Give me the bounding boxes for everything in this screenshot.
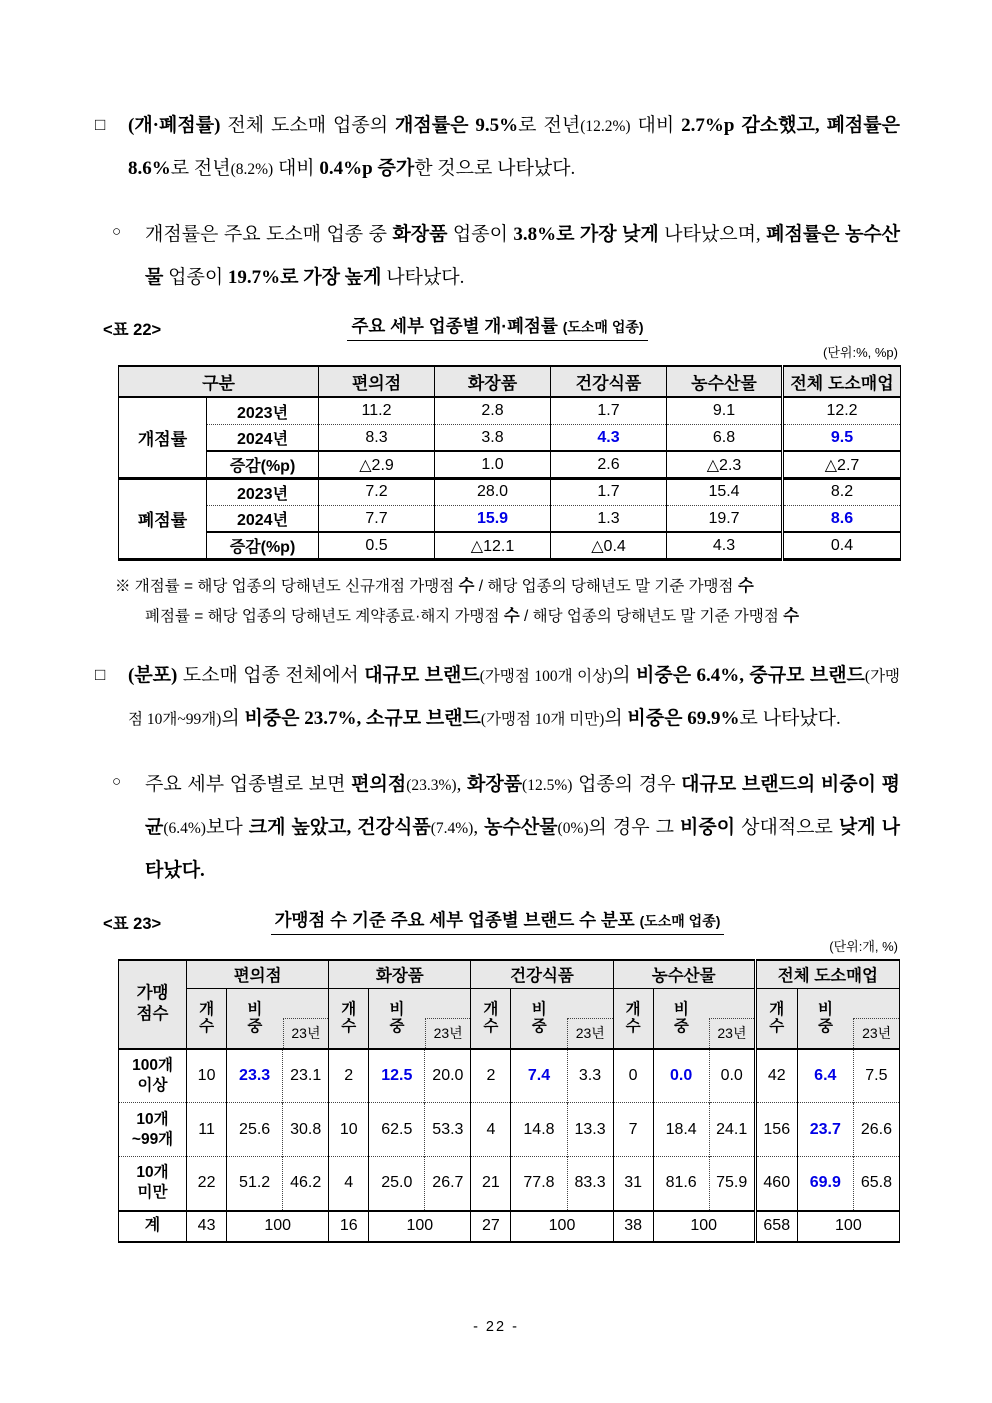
paragraph-text: 주요 세부 업종별로 보면 편의점(23.3%), 화장품(12.5%) 업종의 경우 대규모 브랜드의 비중이 평균(6.4%)보다 크게 높았고, 건강식품(7.4%), 농수산물(0%)의 경우 그 비중이 상대적으로 낮게 나타났다. <box>145 773 901 882</box>
table-header-row <box>119 989 900 1049</box>
table-row <box>119 532 901 559</box>
table-cell: 4 <box>329 1157 369 1211</box>
row-group-label: 폐점률 <box>119 478 207 559</box>
table-cell: 2.6 <box>551 451 667 478</box>
table-cell: 46.2 <box>283 1157 329 1211</box>
column-subheader <box>567 989 613 1049</box>
table23-title-note: (도소매 업종) <box>639 912 721 929</box>
table-cell: 14.8 <box>511 1103 567 1157</box>
table-cell: 2.8 <box>435 397 551 424</box>
table-cell: 3.3 <box>567 1049 613 1103</box>
column-subheader: 비 중 <box>653 989 709 1049</box>
table-cell: 7.2 <box>319 478 435 505</box>
table-cell: 20.0 <box>425 1049 471 1103</box>
table-cell: 23.3 <box>227 1049 283 1103</box>
paragraph-text: (분포) 도소매 업종 전체에서 대규모 브랜드(가맹점 100개 이상)의 비중은 6.4%, 중규모 브랜드(가맹점 10개~99개)의 비중은 23.7%, 소규모 브랜드(가맹점 10개 미만)의 비중은 69.9%로 나타났다. <box>128 665 901 730</box>
column-group-header: 전체 도소매업 <box>755 960 899 989</box>
table-cell: 0.5 <box>319 532 435 559</box>
table-cell: 10 <box>329 1103 369 1157</box>
table-cell: 658 <box>755 1211 797 1242</box>
column-subheader: 개 수 <box>471 989 511 1049</box>
table-cell: △2.7 <box>783 451 901 478</box>
table22-block <box>118 365 900 561</box>
table-cell: 75.9 <box>709 1157 755 1211</box>
table-cell: 26.6 <box>853 1103 899 1157</box>
table-cell: 100 <box>511 1211 613 1242</box>
table22-unit: (단위:%, %p) <box>823 345 898 361</box>
page-number: - 22 - <box>473 1319 519 1335</box>
table-cell: 1.3 <box>551 505 667 532</box>
table-cell: 16 <box>329 1211 369 1242</box>
table22-title-note: (도소매 업종) <box>562 319 644 336</box>
table-cell: 11.2 <box>319 397 435 424</box>
column-subheader <box>853 989 899 1049</box>
column-subheader: 개 수 <box>329 989 369 1049</box>
table-row <box>119 1103 900 1157</box>
table-cell: 100 <box>369 1211 471 1242</box>
table-cell: 2 <box>471 1049 511 1103</box>
table-row <box>119 1157 900 1211</box>
prev-year-box: 23년 <box>709 1018 754 1048</box>
table-cell: 15.4 <box>667 478 783 505</box>
table-cell: 21 <box>471 1157 511 1211</box>
row-label: 10개 ~99개 <box>119 1103 187 1157</box>
table-cell: 15.9 <box>435 505 551 532</box>
table-cell: 30.8 <box>283 1103 329 1157</box>
column-subheader: 비 중 <box>369 989 425 1049</box>
table-cell: 65.8 <box>853 1157 899 1211</box>
table-row <box>119 397 901 424</box>
table-cell: △12.1 <box>435 532 551 559</box>
table-cell: 8.6 <box>783 505 901 532</box>
table-cell: 53.3 <box>425 1103 471 1157</box>
row-label: 2023년 <box>207 397 319 424</box>
table-cell: 25.6 <box>227 1103 283 1157</box>
table-cell: 19.7 <box>667 505 783 532</box>
row-label: 2024년 <box>207 505 319 532</box>
table23-unit: (단위:개, %) <box>829 938 898 954</box>
table-cell: 7.5 <box>853 1049 899 1103</box>
table23-title <box>271 907 725 935</box>
table-cell: 62.5 <box>369 1103 425 1157</box>
corner-line: 점수 <box>136 1005 169 1024</box>
table-brand-distribution <box>118 959 900 1243</box>
footnote-line: 폐점률 = 해당 업종의 당해년도 계약종료·해지 가맹점 수 / 해당 업종의 당해년도 말 기준 가맹점 수 <box>145 607 800 626</box>
column-subheader: 개 수 <box>755 989 797 1049</box>
table-cell: △2.9 <box>319 451 435 478</box>
table-cell: 4.3 <box>551 424 667 451</box>
table-cell: 4.3 <box>667 532 783 559</box>
table-row <box>119 1049 900 1103</box>
table-cell: 1.7 <box>551 478 667 505</box>
table-cell: 6.4 <box>797 1049 853 1103</box>
table-cell: 8.2 <box>783 478 901 505</box>
table-cell: 43 <box>187 1211 227 1242</box>
square-bullet-icon: □ <box>95 665 106 685</box>
table-cell: 1.7 <box>551 397 667 424</box>
table-row <box>119 424 901 451</box>
column-group-header: 건강식품 <box>471 960 613 989</box>
table22-title-text: 주요 세부 업종별 개·폐점률 <box>351 316 558 337</box>
column-header: 편의점 <box>319 366 435 397</box>
table-cell: 51.2 <box>227 1157 283 1211</box>
table-cell: 23.1 <box>283 1049 329 1103</box>
table-cell: 7.4 <box>511 1049 567 1103</box>
table-cell: 26.7 <box>425 1157 471 1211</box>
table-cell: 100 <box>227 1211 329 1242</box>
table-cell: 100 <box>797 1211 899 1242</box>
table-cell: 6.8 <box>667 424 783 451</box>
column-subheader: 비 중 <box>797 989 853 1049</box>
table-cell: 42 <box>755 1049 797 1103</box>
table-cell: 69.9 <box>797 1157 853 1211</box>
paragraph-rate-highlights <box>95 213 900 300</box>
row-label: 계 <box>119 1211 187 1242</box>
table22-footnote <box>95 571 900 632</box>
table-row <box>119 451 901 478</box>
table-cell: 22 <box>187 1157 227 1211</box>
table-header-row <box>119 960 900 989</box>
table23-heading <box>95 907 900 935</box>
table-cell: 11 <box>187 1103 227 1157</box>
table-row <box>119 505 901 532</box>
footnote-line: ※ 개점률 = 해당 업종의 당해년도 신규개점 가맹점 수 / 해당 업종의 당해년도 말 기준 가맹점 수 <box>115 576 754 595</box>
table-cell: 156 <box>755 1103 797 1157</box>
column-group-header: 농수산물 <box>613 960 755 989</box>
column-group-header: 편의점 <box>187 960 329 989</box>
row-group-label: 개점률 <box>119 397 207 478</box>
table-header-row <box>119 366 901 397</box>
prev-year-box: 23년 <box>853 1018 899 1048</box>
column-header: 전체 도소매업 <box>783 366 901 397</box>
row-label: 100개 이상 <box>119 1049 187 1103</box>
row-label: 증감(%p) <box>207 451 319 478</box>
table-cell: 31 <box>613 1157 653 1211</box>
table-cell: △2.3 <box>667 451 783 478</box>
column-header: 화장품 <box>435 366 551 397</box>
table-cell: 18.4 <box>653 1103 709 1157</box>
column-header: 건강식품 <box>551 366 667 397</box>
table23-title-text: 가맹점 수 기준 주요 세부 업종별 브랜드 수 분포 <box>274 909 635 930</box>
column-subheader <box>283 989 329 1049</box>
corner-line: 가맹 <box>136 983 169 1002</box>
table-cell: 0.0 <box>653 1049 709 1103</box>
table-cell: 27 <box>471 1211 511 1242</box>
row-label: 2024년 <box>207 424 319 451</box>
table-cell: 12.5 <box>369 1049 425 1103</box>
row-label: 증감(%p) <box>207 532 319 559</box>
table-cell: △0.4 <box>551 532 667 559</box>
table-cell: 460 <box>755 1157 797 1211</box>
table-cell: 0.0 <box>709 1049 755 1103</box>
paragraph-open-close-rate <box>95 104 900 191</box>
table-cell: 1.0 <box>435 451 551 478</box>
table-cell: 24.1 <box>709 1103 755 1157</box>
table-cell: 3.8 <box>435 424 551 451</box>
table22-heading <box>95 313 900 341</box>
prev-year-box: 23년 <box>283 1018 329 1048</box>
table-row <box>119 478 901 505</box>
table-cell: 100 <box>653 1211 755 1242</box>
table-cell: 0 <box>613 1049 653 1103</box>
circle-bullet-icon: ○ <box>112 773 122 790</box>
table-cell: 4 <box>471 1103 511 1157</box>
table-cell: 13.3 <box>567 1103 613 1157</box>
column-subheader: 비 중 <box>511 989 567 1049</box>
paragraph-text: (개·폐점률) 전체 도소매 업종의 개점률은 9.5%로 전년(12.2%) 대비 2.7%p 감소했고, 폐점률은 8.6%로 전년(8.2%) 대비 0.4%p 증가한 것으로 나타났다. <box>128 115 900 180</box>
table-cell: 8.3 <box>319 424 435 451</box>
table23-block <box>118 959 900 1243</box>
table-row <box>119 1211 900 1242</box>
table-open-close-rates <box>118 365 901 561</box>
table-cell: 9.5 <box>783 424 901 451</box>
column-group-header: 화장품 <box>329 960 471 989</box>
table-cell: 38 <box>613 1211 653 1242</box>
column-subheader: 비 중 <box>227 989 283 1049</box>
table-cell: 83.3 <box>567 1157 613 1211</box>
column-subheader <box>425 989 471 1049</box>
table-cell: 81.6 <box>653 1157 709 1211</box>
table22-label: <표 22> <box>103 321 162 340</box>
table22-title <box>347 313 647 341</box>
table-cell: 28.0 <box>435 478 551 505</box>
column-header <box>119 960 187 1049</box>
table-cell: 2 <box>329 1049 369 1103</box>
table-cell: 23.7 <box>797 1103 853 1157</box>
paragraph-distribution-detail <box>95 763 900 893</box>
column-subheader <box>709 989 755 1049</box>
table-cell: 9.1 <box>667 397 783 424</box>
paragraph-text: 개점률은 주요 도소매 업종 중 화장품 업종이 3.8%로 가장 낮게 나타났으며, 폐점률은 농수산물 업종이 19.7%로 가장 높게 나타났다. <box>145 223 901 288</box>
table-cell: 12.2 <box>783 397 901 424</box>
prev-year-box: 23년 <box>425 1018 471 1048</box>
row-label: 10개 미만 <box>119 1157 187 1211</box>
circle-bullet-icon: ○ <box>112 223 122 240</box>
table23-label: <표 23> <box>103 914 162 933</box>
column-header: 농수산물 <box>667 366 783 397</box>
table-cell: 7.7 <box>319 505 435 532</box>
column-subheader: 개 수 <box>613 989 653 1049</box>
table-cell: 10 <box>187 1049 227 1103</box>
column-header: 구분 <box>119 366 319 397</box>
row-label: 2023년 <box>207 478 319 505</box>
prev-year-box: 23년 <box>567 1018 613 1048</box>
table-cell: 7 <box>613 1103 653 1157</box>
table-cell: 25.0 <box>369 1157 425 1211</box>
paragraph-distribution <box>95 654 900 741</box>
column-subheader: 개 수 <box>187 989 227 1049</box>
square-bullet-icon: □ <box>95 115 106 134</box>
table-cell: 77.8 <box>511 1157 567 1211</box>
table-cell: 0.4 <box>783 532 901 559</box>
